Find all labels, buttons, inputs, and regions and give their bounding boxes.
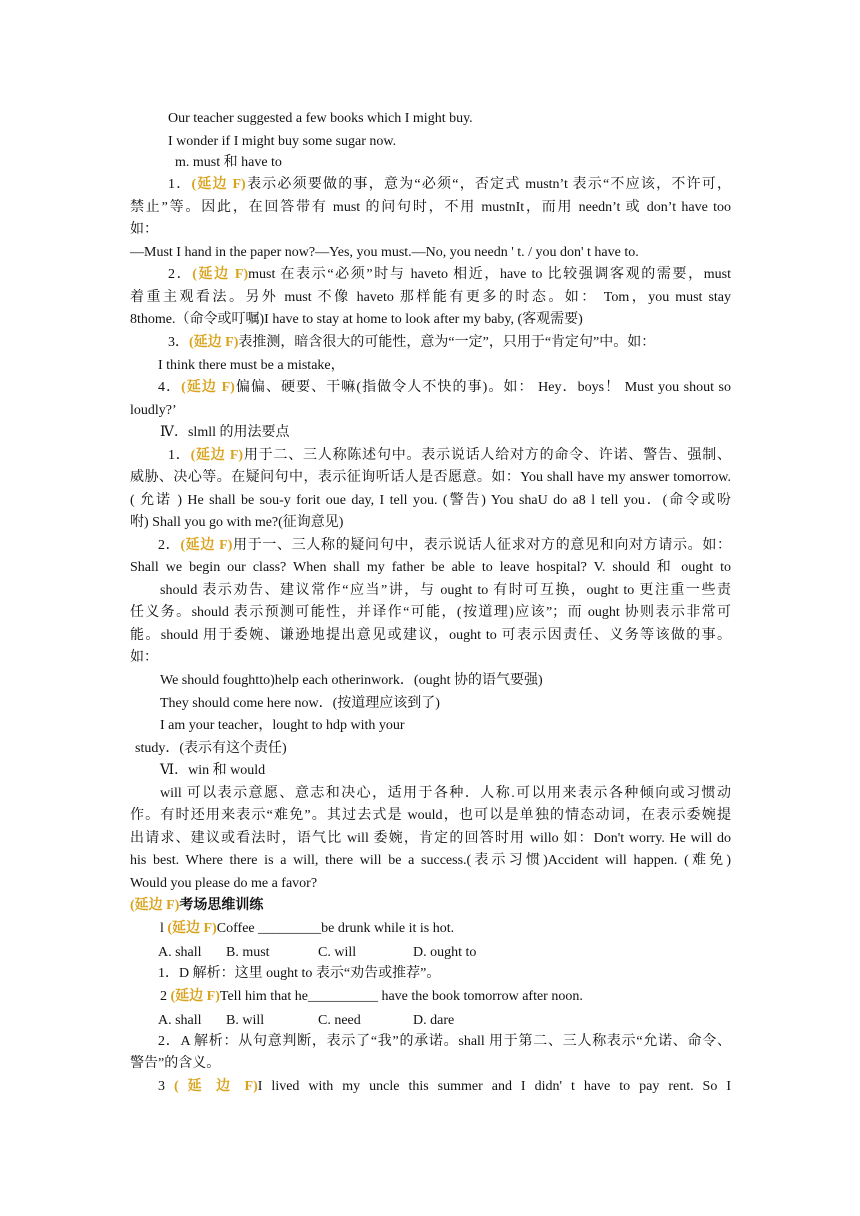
line-text: must 在表示“必须”时与 haveto 相近，have to 比较强调客观的需要，must bbox=[248, 267, 731, 282]
line-text: 用于一、三人称的疑问句中，表示说话人征求对方的意见和向对方请示。如： bbox=[232, 538, 732, 553]
paragraph-line: 任义务。should 表示预测可能性，并译作“可能，(按道理)应该”；而 ought 协则表示非常可 bbox=[130, 605, 731, 620]
question-text: Tell him that he__________ have the book tomorrow after noon. bbox=[219, 989, 583, 1004]
option-c: C. need bbox=[318, 1013, 361, 1028]
source-tag: (延边 F) bbox=[190, 448, 244, 463]
question-number: 2 bbox=[160, 989, 171, 1004]
exercise-heading bbox=[130, 896, 263, 916]
example-sentence: They should come here now．(按道理应该到了) bbox=[160, 696, 440, 711]
option-c: C. will bbox=[318, 945, 357, 960]
paragraph-line: 威胁、决心等。在疑问句中，表示征询听话人是否愿意。如：You shall have my answer tomorrow. bbox=[130, 470, 731, 485]
paragraph-line: 着重主观看法。另外 must 不像 haveto 那样能有更多的时态。如： Tom，you must stay bbox=[130, 290, 731, 305]
option-d: D. ought to bbox=[413, 945, 477, 960]
source-tag: (延边 F) bbox=[189, 335, 239, 350]
answer-2: 2．A 解析：从句意判断，表示了“我”的承诺。shall 用于第二、三人称表示“允诺、命令、 bbox=[158, 1034, 731, 1049]
list-number: 2． bbox=[158, 538, 181, 553]
example-sentence: I am your teacher，lought to hdp with your bbox=[160, 718, 405, 733]
paragraph-line: 咐) Shall you go with me?(征询意见) bbox=[130, 515, 344, 530]
line-text: 表推测，暗含很大的可能性，意为“一定”，只用于“肯定句”中。如： bbox=[238, 335, 656, 350]
list-number: 1． bbox=[168, 448, 191, 463]
section-heading-will-would: Ⅵ．win 和 would bbox=[160, 763, 266, 778]
list-number: 2． bbox=[168, 267, 193, 282]
example-sentence: —Must I hand in the paper now?—Yes, you must.—No, you needn ' t. / you don' t have to. bbox=[130, 245, 639, 260]
paragraph-line: 如： bbox=[130, 650, 158, 665]
question-text: I lived with my uncle this summer and I didn' t have to pay rent. So I bbox=[257, 1079, 731, 1094]
section-heading-shall: Ⅳ．slmll 的用法要点 bbox=[160, 425, 290, 440]
list-number: 1． bbox=[168, 177, 192, 192]
question-1-options bbox=[158, 943, 476, 963]
paragraph-line: ( 允诺 ) He shall be sou-y forit oue day, I tell you. (警告) You shaU do a8 l tell you．(命令或吩 bbox=[130, 493, 731, 508]
text-line: Our teacher suggested a few books which I might buy. bbox=[168, 111, 473, 126]
line-text: 用于二、三人称陈述句中。表示说话人给对方的命令、许诺、警告、强制、 bbox=[243, 448, 731, 463]
question-text: Coffee _________be drunk while it is hot. bbox=[216, 921, 455, 936]
paragraph-line: Would you please do me a favor? bbox=[130, 876, 318, 891]
source-tag: (延边 F) bbox=[181, 380, 235, 395]
paragraph-line: 能。should 用于委婉、谦逊地提出意见或建议，ought to 可表示因责任、义务等该做的事。 bbox=[130, 628, 731, 643]
example-sentence: study．(表示有这个责任) bbox=[135, 741, 287, 756]
option-b: B. will bbox=[226, 1013, 265, 1028]
paragraph-line: loudly?’ bbox=[130, 403, 177, 418]
answer-1: 1．D 解析：这里 ought to 表示“劝告或推荐”。 bbox=[158, 966, 441, 981]
paragraph-line: 如： bbox=[130, 222, 158, 237]
paragraph-line: 禁止”等。因此，在回答带有 must 的问句时，不用 mustnIt，而用 needn’t 或 don’t have too bbox=[130, 200, 731, 215]
source-tag: (延边 F) bbox=[130, 898, 180, 913]
question-3 bbox=[130, 1077, 731, 1097]
paragraph-line: 作。有时还用来表示“难免”。其过去式是 would，也可以是单独的情态动词，在表示委婉提 bbox=[130, 808, 731, 823]
option-a: A. shall bbox=[158, 945, 202, 960]
list-number: 3． bbox=[168, 335, 189, 350]
question-number: l bbox=[160, 921, 168, 936]
list-number: 4． bbox=[158, 380, 182, 395]
example-sentence: I think there must be a mistake， bbox=[158, 358, 345, 373]
question-number: 3 bbox=[158, 1079, 174, 1094]
text-line: I wonder if I might buy some sugar now. bbox=[168, 134, 397, 149]
section-heading-must-have-to: m. must 和 have to bbox=[175, 155, 282, 170]
paragraph-line bbox=[130, 446, 731, 466]
line-text: 偏偏、硬要、干嘛(指做令人不快的事)。如： Hey．boys！ Must you shout so bbox=[234, 380, 731, 395]
paragraph-line: 8thome.（命令或叮嘱)I have to stay at home to look after my baby, (客观需要) bbox=[130, 312, 583, 327]
line-text: 表示必须要做的事，意为“必须“，否定式 mustn’t 表示“不应该，不许可， bbox=[245, 177, 731, 192]
exercise-title: 考场思维训练 bbox=[179, 898, 264, 913]
paragraph-line bbox=[130, 378, 731, 398]
question-2 bbox=[160, 987, 583, 1007]
paragraph-line bbox=[130, 175, 731, 195]
paragraph-line: 出请求、建议或看法时，语气比 will 委婉，肯定的回答时用 willo 如：Don't worry. He will do bbox=[130, 831, 731, 846]
question-1 bbox=[160, 919, 454, 939]
paragraph-line: should 表示劝告、建议常作“应当”讲，与 ought to 有时可互换，ought to 更注重一些责 bbox=[160, 583, 731, 598]
source-tag: ( 延 边 F) bbox=[173, 1079, 258, 1094]
source-tag: (延边 F) bbox=[192, 267, 249, 282]
source-tag: (延边 F) bbox=[167, 921, 217, 936]
example-sentence: We should foughtto)help each otherinwork．(ought 协的语气要强) bbox=[160, 673, 543, 688]
source-tag: (延边 F) bbox=[180, 538, 233, 553]
paragraph-line: his best. Where there is a will, there will be a success.(表示习惯)Accident will happen. (难免) bbox=[130, 853, 731, 868]
option-a: A. shall bbox=[158, 1013, 202, 1028]
paragraph-line bbox=[130, 265, 731, 285]
paragraph-line bbox=[130, 536, 731, 556]
paragraph-line: Shall we begin our class? When shall my father be able to leave hospital? V. should 和 ought to bbox=[130, 560, 731, 575]
option-b: B. must bbox=[226, 945, 270, 960]
source-tag: (延边 F) bbox=[170, 989, 220, 1004]
option-d: D. dare bbox=[413, 1013, 455, 1028]
paragraph-line bbox=[168, 333, 655, 353]
question-2-options bbox=[158, 1011, 454, 1031]
answer-2-cont: 警告”的含义。 bbox=[130, 1056, 221, 1071]
source-tag: (延边 F) bbox=[191, 177, 246, 192]
paragraph-line: will 可以表示意愿、意志和决心，适用于各种．人称.可以用来表示各种倾向或习惯动 bbox=[160, 786, 731, 801]
